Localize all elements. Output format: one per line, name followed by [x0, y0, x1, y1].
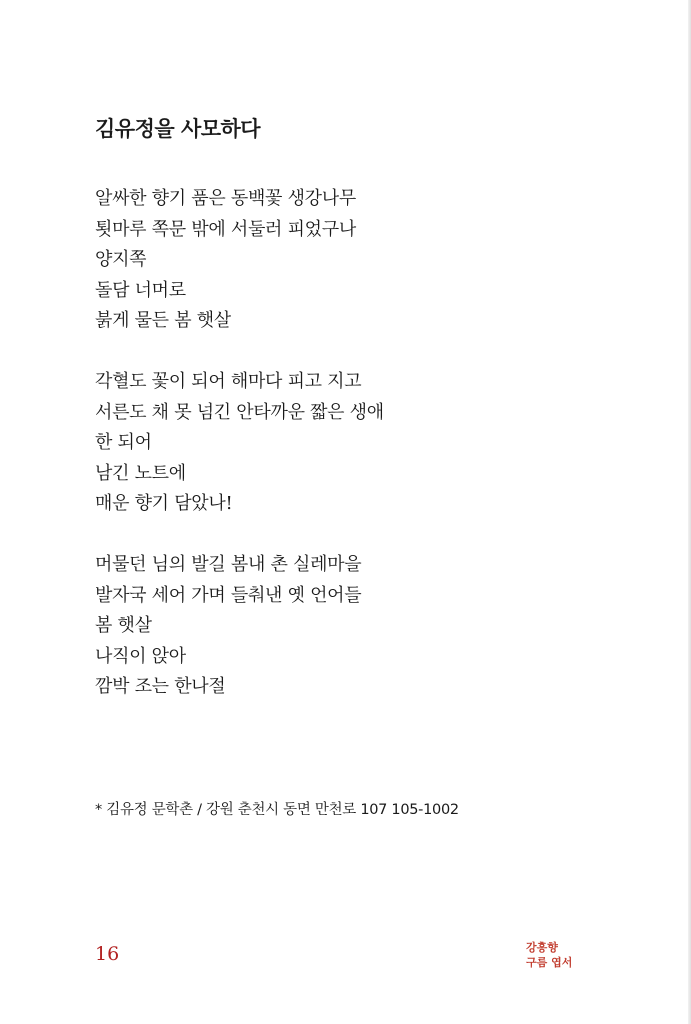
poem-line: 각혈도 꽃이 되어 해마다 피고 지고 [95, 371, 362, 392]
poem-line: 남긴 노트에 [95, 462, 186, 484]
poem-line: 툇마루 쪽문 밖에 서둘러 피었구나 [95, 218, 356, 240]
stanza-1 [95, 184, 384, 337]
poem-line: 붉게 물든 봄 햇살 [95, 310, 231, 331]
footnote: * 김유정 문학촌 / 강원 춘천시 동면 만천로 107 105-1002 [95, 802, 459, 818]
brand-title: 구름 엽서 [526, 956, 573, 969]
brand-author: 강흥향 [526, 941, 558, 954]
poem-line: 서른도 채 못 넘긴 안타까운 짧은 생애 [95, 401, 384, 423]
stanza-2 [95, 367, 384, 520]
poem-line: 한 되어 [95, 432, 152, 453]
poem-line: 나직이 앉아 [95, 645, 186, 667]
poem-line: 알싸한 향기 품은 동백꽃 생강나무 [95, 188, 356, 209]
poem-line: 깜박 조는 한나절 [95, 676, 226, 697]
poem-line: 발자국 세어 가며 들춰낸 옛 언어들 [95, 584, 362, 606]
stanza-3 [95, 550, 384, 703]
poem-body [95, 184, 384, 733]
poem-line: 봄 햇살 [95, 615, 152, 636]
poem-line: 머물던 님의 발길 봄내 촌 실레마을 [95, 554, 362, 575]
page-number: 16 [95, 943, 120, 965]
poem-title: 김유정을 사모하다 [95, 116, 261, 141]
poem-line: 매운 향기 담았나! [95, 493, 233, 514]
poem-line: 양지쪽 [95, 249, 147, 270]
book-brand [526, 940, 572, 970]
poem-line: 돌담 너머로 [95, 279, 186, 301]
